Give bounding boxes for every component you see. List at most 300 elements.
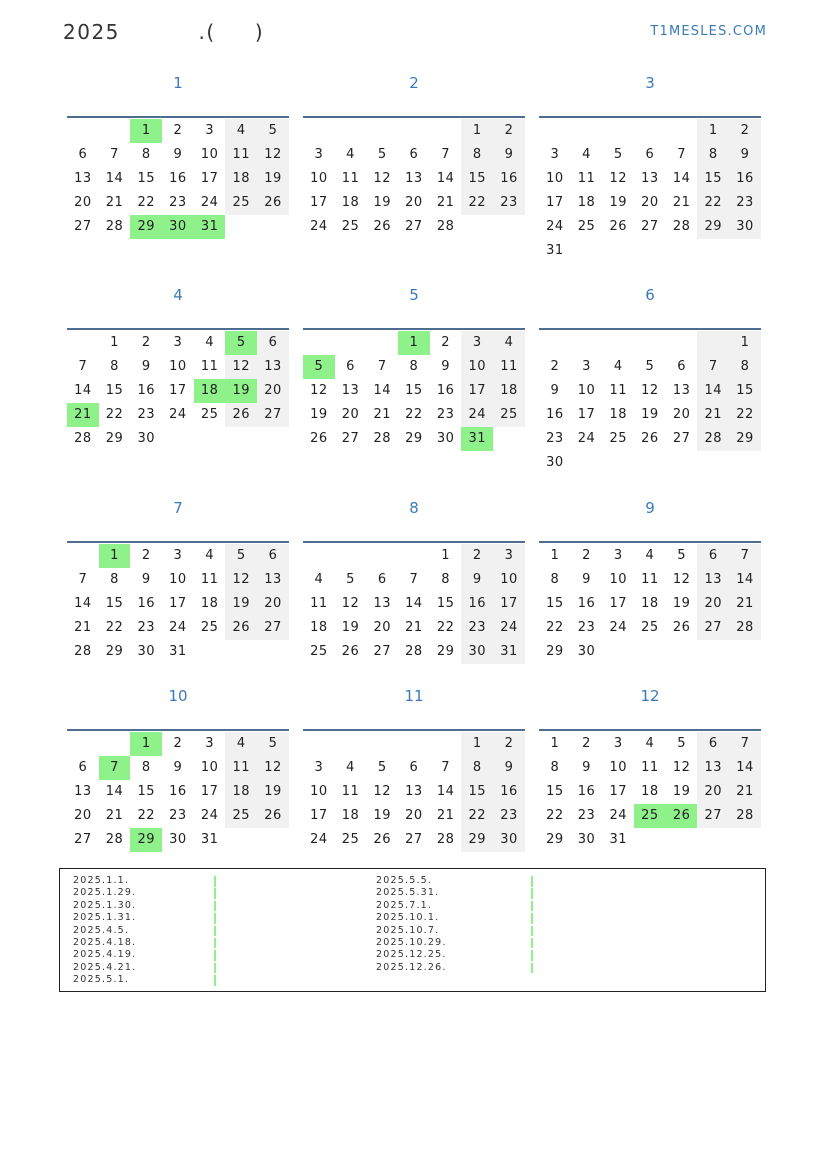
day-cell: 8	[141, 147, 151, 162]
day-cell: 9	[550, 383, 560, 398]
day-cell: 4	[225, 119, 257, 143]
day-cell: 16	[729, 167, 761, 191]
empty-cell	[666, 828, 698, 852]
holiday-marker	[214, 950, 216, 961]
day-cell: 19	[609, 195, 627, 210]
empty-cell	[729, 828, 761, 852]
day-cell: 27	[405, 832, 423, 847]
day-cell: 6	[697, 544, 729, 568]
month-title: 4	[173, 286, 183, 304]
day-cell: 2	[441, 335, 450, 350]
day-cell: 5	[645, 359, 655, 374]
empty-cell	[697, 331, 729, 355]
month-11	[303, 681, 525, 852]
empty-cell	[67, 544, 99, 568]
day-cell: 28	[436, 219, 455, 234]
day-cell: 17	[169, 383, 187, 398]
empty-cell	[366, 119, 398, 143]
day-cell: 14	[672, 171, 691, 186]
empty-cell	[257, 640, 289, 664]
day-cell: 3	[173, 548, 183, 563]
day-cell: 8	[441, 572, 450, 587]
legend-date: 2025.5.1.	[73, 974, 130, 986]
day-cell: 17	[546, 195, 564, 210]
legend-date: 2025.5.31.	[376, 887, 440, 899]
day-cell: 25	[641, 620, 659, 635]
day-cell: 25	[225, 191, 257, 215]
day-cell: 30	[137, 644, 155, 659]
legend-entry	[376, 900, 546, 912]
day-cell: 10	[200, 760, 219, 775]
legend-entry	[376, 962, 546, 974]
day-cell: 3	[314, 760, 324, 775]
day-cell: 14	[729, 756, 761, 780]
day-cell: 28	[436, 832, 455, 847]
day-cell: 29	[546, 832, 564, 847]
day-cell: 18	[341, 195, 360, 210]
day-cell: 20	[697, 592, 729, 616]
legend-entry	[73, 925, 223, 937]
day-cell: 5	[677, 736, 686, 751]
holiday-marker	[531, 938, 533, 949]
day-cell: 30	[137, 431, 155, 446]
legend-entry	[376, 887, 546, 899]
empty-cell	[225, 427, 257, 451]
empty-cell	[602, 451, 634, 475]
legend-entry	[376, 937, 546, 949]
day-cell: 13	[405, 784, 423, 799]
brand-logo[interactable]: T1MESLES.COM	[650, 24, 767, 39]
day-cell: 6	[377, 572, 387, 587]
month-divider	[539, 729, 761, 731]
day-cell: 23	[577, 808, 596, 823]
day-cell: 20	[672, 407, 691, 422]
empty-cell	[729, 239, 761, 263]
empty-cell	[493, 215, 525, 239]
day-cell: 4	[493, 331, 525, 355]
day-cell: 30	[493, 828, 525, 852]
day-cell: 5	[677, 548, 686, 563]
empty-cell	[602, 239, 634, 263]
day-cell: 31	[169, 644, 187, 659]
day-cell: 27	[697, 804, 729, 828]
day-cell: 20	[341, 407, 360, 422]
day-cell: 13	[697, 568, 729, 592]
day-cell: 28	[105, 219, 124, 234]
day-cell: 27	[373, 644, 391, 659]
day-cell: 23	[169, 195, 187, 210]
day-cell: 24	[200, 808, 219, 823]
day-cell: 12	[310, 383, 328, 398]
empty-cell	[99, 119, 131, 143]
day-cell: 14	[436, 171, 455, 186]
day-cell: 16	[436, 383, 455, 398]
day-cell: 18	[341, 808, 360, 823]
day-cell: 21	[436, 808, 455, 823]
day-cell: 4	[645, 548, 655, 563]
day-cell: 23	[577, 620, 596, 635]
day-cell: 20	[257, 592, 289, 616]
month-7	[67, 493, 289, 664]
day-cell: 26	[257, 804, 289, 828]
empty-cell	[634, 119, 666, 143]
day-cell: 17	[310, 195, 328, 210]
day-cell: 24	[200, 195, 219, 210]
month-title: 3	[645, 74, 655, 92]
day-cell: 30	[729, 215, 761, 239]
month-divider	[539, 541, 761, 543]
day-cell: 31	[194, 215, 226, 239]
day-cell: 7	[409, 572, 419, 587]
empty-cell	[697, 451, 729, 475]
day-cell: 4	[582, 147, 591, 162]
empty-cell	[303, 119, 335, 143]
day-cell: 10	[493, 568, 525, 592]
day-cell: 16	[137, 596, 155, 611]
day-cell: 29	[546, 644, 564, 659]
month-1	[67, 68, 289, 239]
day-cell: 30	[162, 215, 194, 239]
day-cell: 19	[373, 808, 391, 823]
holiday-marker	[214, 975, 216, 986]
day-cell: 12	[609, 171, 627, 186]
day-cell: 2	[141, 548, 151, 563]
day-cell: 9	[493, 143, 525, 167]
day-cell: 12	[225, 355, 257, 379]
empty-cell	[303, 544, 335, 568]
legend-date: 2025.4.21.	[73, 961, 137, 973]
holiday-marker	[214, 888, 216, 899]
day-cell: 10	[169, 359, 187, 374]
legend-date: 2025.1.31.	[73, 912, 137, 924]
day-cell: 15	[137, 784, 155, 799]
day-cell: 21	[105, 808, 124, 823]
day-cell: 22	[105, 620, 124, 635]
day-cell: 7	[729, 732, 761, 756]
day-cell: 21	[405, 620, 423, 635]
holiday-legend	[59, 868, 766, 992]
day-cell: 18	[225, 780, 257, 804]
day-grid	[539, 119, 761, 263]
day-cell: 10	[609, 760, 627, 775]
day-cell: 6	[645, 147, 655, 162]
empty-cell	[634, 239, 666, 263]
day-cell: 20	[74, 808, 92, 823]
day-cell: 15	[137, 171, 155, 186]
day-cell: 30	[461, 640, 493, 664]
day-cell: 4	[205, 335, 214, 350]
day-cell: 1	[398, 331, 430, 355]
day-cell: 28	[672, 219, 691, 234]
page-title: 2025 .( )	[63, 20, 265, 44]
empty-cell	[257, 427, 289, 451]
day-cell: 23	[137, 407, 155, 422]
holiday-marker	[214, 963, 216, 974]
day-cell: 18	[609, 407, 627, 422]
day-cell: 23	[493, 804, 525, 828]
day-cell: 16	[169, 784, 187, 799]
day-cell: 30	[577, 832, 596, 847]
month-title: 9	[645, 499, 655, 517]
day-cell: 27	[672, 431, 691, 446]
day-cell: 3	[550, 147, 560, 162]
day-cell: 28	[697, 427, 729, 451]
empty-cell	[634, 640, 666, 664]
day-cell: 22	[546, 620, 564, 635]
day-cell: 8	[461, 756, 493, 780]
month-divider	[303, 116, 525, 118]
day-cell: 11	[341, 784, 360, 799]
empty-cell	[666, 239, 698, 263]
day-cell: 11	[341, 171, 360, 186]
month-divider	[539, 116, 761, 118]
day-cell: 11	[493, 355, 525, 379]
day-cell: 27	[257, 616, 289, 640]
empty-cell	[335, 119, 367, 143]
month-title: 12	[640, 687, 660, 705]
day-cell: 8	[550, 572, 560, 587]
day-cell: 15	[105, 596, 124, 611]
day-cell: 5	[613, 147, 623, 162]
day-cell: 13	[373, 596, 391, 611]
day-cell: 11	[225, 756, 257, 780]
day-cell: 2	[461, 544, 493, 568]
month-title: 6	[645, 286, 655, 304]
empty-cell	[335, 544, 367, 568]
day-cell: 22	[137, 808, 155, 823]
day-cell: 24	[577, 431, 596, 446]
holiday-marker	[531, 950, 533, 961]
day-cell: 30	[546, 455, 564, 470]
day-cell: 22	[436, 620, 455, 635]
day-cell: 7	[441, 147, 450, 162]
day-cell: 18	[310, 620, 328, 635]
day-cell: 17	[577, 407, 596, 422]
day-cell: 26	[341, 644, 360, 659]
empty-cell	[602, 640, 634, 664]
day-cell: 12	[257, 756, 289, 780]
empty-cell	[571, 239, 603, 263]
day-cell: 14	[729, 568, 761, 592]
day-cell: 29	[461, 828, 493, 852]
empty-cell	[225, 828, 257, 852]
day-grid	[539, 544, 761, 664]
day-cell: 21	[105, 195, 124, 210]
day-cell: 1	[130, 119, 162, 143]
day-cell: 9	[493, 756, 525, 780]
day-cell: 20	[697, 780, 729, 804]
day-cell: 2	[141, 335, 151, 350]
day-cell: 3	[205, 123, 214, 138]
day-cell: 12	[641, 383, 659, 398]
day-cell: 25	[200, 620, 219, 635]
day-cell: 28	[105, 832, 124, 847]
day-cell: 21	[697, 403, 729, 427]
day-cell: 5	[377, 147, 387, 162]
day-cell: 26	[641, 431, 659, 446]
legend-entry	[73, 937, 223, 949]
legend-entry	[376, 912, 546, 924]
day-cell: 31	[200, 832, 219, 847]
day-cell: 13	[341, 383, 360, 398]
day-cell: 16	[493, 167, 525, 191]
empty-cell	[461, 215, 493, 239]
day-cell: 20	[257, 379, 289, 403]
empty-cell	[366, 331, 398, 355]
day-cell: 27	[257, 403, 289, 427]
day-cell: 1	[130, 732, 162, 756]
day-cell: 13	[257, 355, 289, 379]
day-cell: 30	[436, 431, 455, 446]
day-cell: 17	[200, 784, 219, 799]
day-cell: 21	[729, 780, 761, 804]
day-cell: 18	[194, 379, 226, 403]
day-cell: 10	[461, 355, 493, 379]
day-cell: 14	[405, 596, 423, 611]
holiday-marker	[214, 913, 216, 924]
day-cell: 17	[493, 592, 525, 616]
day-cell: 19	[225, 592, 257, 616]
day-cell: 6	[257, 331, 289, 355]
day-cell: 26	[672, 620, 691, 635]
empty-cell	[602, 331, 634, 355]
day-cell: 15	[105, 383, 124, 398]
day-cell: 22	[137, 195, 155, 210]
day-cell: 11	[225, 143, 257, 167]
day-cell: 15	[461, 167, 493, 191]
day-cell: 19	[225, 379, 257, 403]
day-cell: 21	[672, 195, 691, 210]
day-cell: 29	[130, 828, 162, 852]
month-title: 7	[173, 499, 183, 517]
day-cell: 20	[405, 808, 423, 823]
day-cell: 20	[641, 195, 659, 210]
empty-cell	[430, 732, 462, 756]
day-cell: 16	[461, 592, 493, 616]
day-cell: 11	[641, 760, 659, 775]
day-cell: 15	[461, 780, 493, 804]
day-cell: 26	[310, 431, 328, 446]
day-cell: 8	[409, 359, 419, 374]
month-9	[539, 493, 761, 664]
empty-cell	[366, 732, 398, 756]
day-cell: 25	[310, 644, 328, 659]
empty-cell	[539, 331, 571, 355]
day-cell: 22	[546, 808, 564, 823]
day-cell: 17	[200, 171, 219, 186]
empty-cell	[571, 451, 603, 475]
day-cell: 4	[346, 760, 355, 775]
day-cell: 28	[74, 431, 92, 446]
day-cell: 2	[550, 359, 560, 374]
day-cell: 14	[105, 171, 124, 186]
month-4	[67, 280, 289, 451]
day-cell: 22	[405, 407, 423, 422]
day-cell: 11	[641, 572, 659, 587]
day-cell: 27	[341, 431, 360, 446]
day-cell: 1	[697, 119, 729, 143]
day-cell: 24	[169, 407, 187, 422]
month-title: 10	[168, 687, 188, 705]
day-cell: 18	[577, 195, 596, 210]
holiday-marker	[531, 876, 533, 887]
empty-cell	[430, 119, 462, 143]
day-cell: 8	[550, 760, 560, 775]
day-cell: 26	[373, 219, 391, 234]
legend-date: 2025.5.5.	[376, 875, 433, 886]
day-grid	[303, 119, 525, 239]
empty-cell	[634, 451, 666, 475]
legend-date: 2025.1.30.	[73, 899, 137, 911]
day-cell: 1	[461, 732, 493, 756]
day-cell: 28	[729, 616, 761, 640]
day-cell: 16	[493, 780, 525, 804]
day-cell: 19	[641, 407, 659, 422]
legend-entry	[73, 974, 223, 986]
day-cell: 22	[461, 804, 493, 828]
day-cell: 29	[697, 215, 729, 239]
day-cell: 26	[225, 616, 257, 640]
day-cell: 14	[697, 379, 729, 403]
day-cell: 23	[493, 191, 525, 215]
day-cell: 23	[729, 191, 761, 215]
day-cell: 5	[225, 331, 257, 355]
month-title: 5	[409, 286, 419, 304]
day-cell: 6	[697, 732, 729, 756]
day-cell: 17	[169, 596, 187, 611]
legend-entry	[376, 949, 546, 961]
day-cell: 14	[373, 383, 391, 398]
day-cell: 21	[729, 592, 761, 616]
month-divider	[67, 328, 289, 330]
day-cell: 14	[436, 784, 455, 799]
day-cell: 25	[634, 804, 666, 828]
day-cell: 13	[641, 171, 659, 186]
empty-cell	[697, 640, 729, 664]
day-cell: 24	[169, 620, 187, 635]
day-cell: 21	[373, 407, 391, 422]
day-cell: 6	[346, 359, 355, 374]
empty-cell	[666, 331, 698, 355]
month-title: 11	[404, 687, 424, 705]
day-cell: 9	[441, 359, 450, 374]
day-cell: 30	[169, 832, 187, 847]
day-cell: 15	[436, 596, 455, 611]
day-cell: 1	[99, 544, 131, 568]
day-cell: 7	[78, 359, 88, 374]
day-cell: 10	[546, 171, 564, 186]
day-cell: 9	[461, 568, 493, 592]
day-cell: 1	[441, 548, 450, 563]
day-cell: 25	[493, 403, 525, 427]
day-cell: 14	[74, 596, 92, 611]
legend-date: 2025.12.26.	[376, 961, 447, 973]
day-cell: 23	[461, 616, 493, 640]
day-cell: 19	[257, 167, 289, 191]
day-cell: 3	[205, 736, 214, 751]
day-grid	[303, 331, 525, 451]
day-cell: 15	[546, 784, 564, 799]
empty-cell	[666, 640, 698, 664]
day-grid	[539, 331, 761, 475]
day-cell: 9	[173, 147, 183, 162]
day-cell: 8	[729, 355, 761, 379]
day-cell: 11	[200, 359, 219, 374]
day-cell: 5	[303, 355, 335, 379]
day-cell: 12	[341, 596, 360, 611]
day-cell: 15	[729, 379, 761, 403]
day-cell: 25	[341, 219, 360, 234]
